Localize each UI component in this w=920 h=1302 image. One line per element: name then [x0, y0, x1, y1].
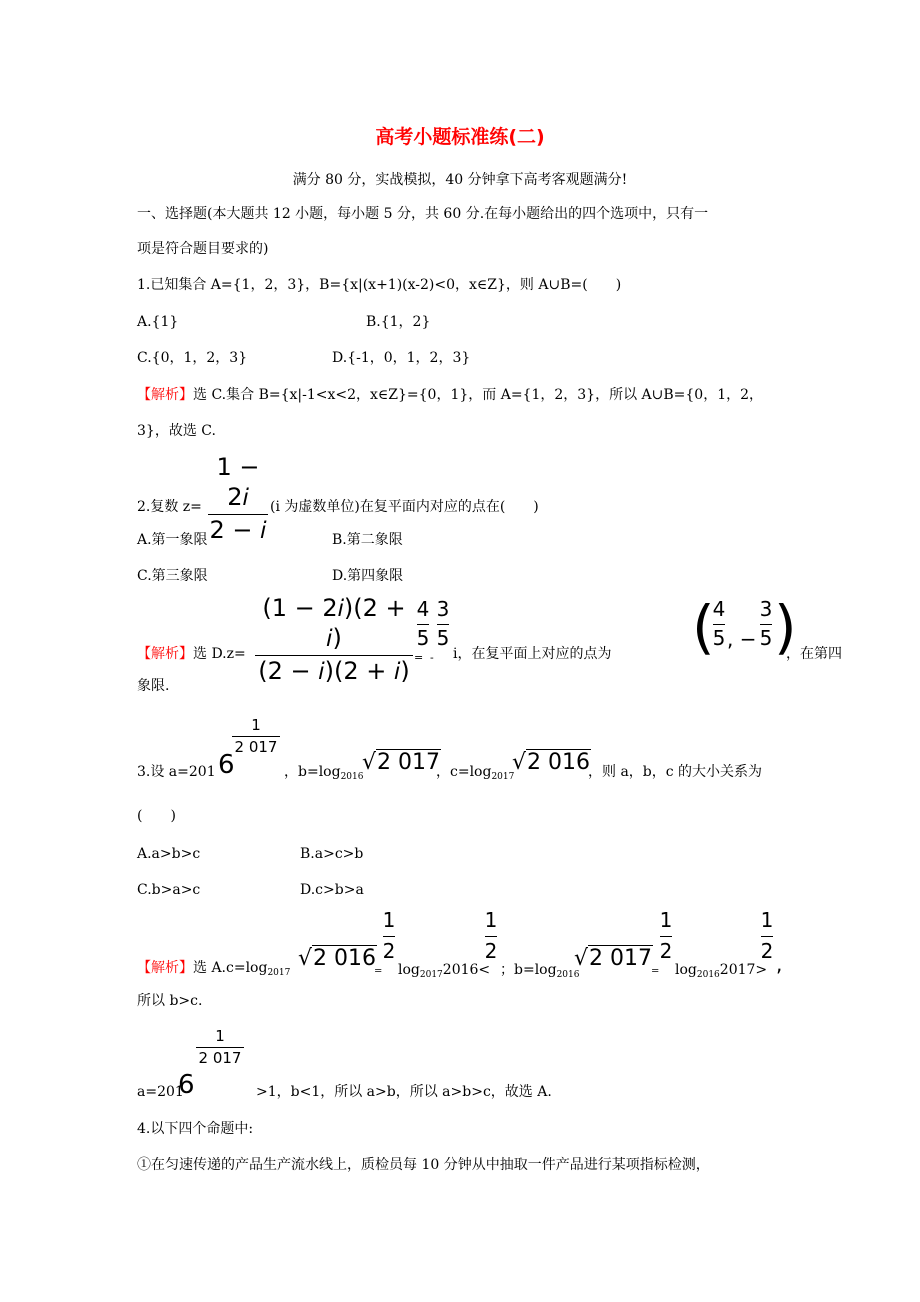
question-2-analysis-line2: 象限.: [137, 678, 170, 694]
equals-sign: =: [651, 966, 660, 977]
question-4-stem: 4.以下四个命题中:: [137, 1121, 254, 1137]
fraction-denominator: 2 − 𝑖: [209, 516, 267, 544]
sqrt-2016-analysis: √2 016: [298, 946, 377, 971]
question-4-item-1: ①在匀速传递的产品生产流水线上，质检员每 10 分钟从中抽取一件产品进行某项指标检测，: [137, 1157, 710, 1173]
question-1-stem: 1.已知集合 A={1，2，3}，B={x|(x+1)(x-2)<0，x∈Z}，则 A∪B=( ): [137, 277, 622, 293]
half-fraction-2: 1 2: [484, 908, 498, 963]
question-3-c-prefix: ，$c=\log_{2017}$: [436, 764, 515, 782]
fraction-numerator: 1 − 2𝑖: [216, 453, 260, 511]
radical-sign: √: [512, 750, 527, 775]
sqrt-2016: √2 016: [512, 750, 591, 775]
question-3-b-prefix: ，$b=\log_{2016}$: [284, 764, 364, 782]
question-3-option-b: B.a>c>b: [300, 846, 364, 862]
question-3-analysis-line2: 所以 b>c.: [137, 993, 203, 1009]
equals-sign: =: [374, 966, 383, 977]
analysis-label: 【解析】: [137, 387, 193, 403]
radical-sign: √: [362, 750, 377, 775]
question-3-stem-line2: ( ): [137, 808, 176, 824]
analysis-label: 【解析】: [137, 646, 193, 662]
question-3-analysis-line3-suffix: >1，b<1，所以 a>b，所以 a>b>c，故选 A.: [256, 1084, 552, 1100]
document-subtitle: 满分 80 分，实战模拟，40 分钟拿下高考客观题满分!: [292, 172, 628, 188]
sqrt-2017-analysis: √2 017: [574, 946, 653, 971]
question-1-option-d: D.{-1，0，1，2，3}: [332, 350, 471, 366]
fraction-4-5: 4 5: [416, 597, 430, 650]
left-parenthesis: (: [692, 593, 715, 661]
question-2-option-c: C.第三象限: [137, 568, 208, 584]
question-1-analysis-text: 选 C.集合 B={x|-1<x<2，x∈Z}={0，1}，而 A={1，2，3}，所以 A∪B={0，1，2，: [193, 387, 764, 403]
sqrt-2017: √2 017: [362, 750, 441, 775]
exponent-fraction: 1 2 017: [232, 716, 280, 757]
half-fraction-4: 1 2: [760, 908, 774, 963]
question-2-fraction: [208, 452, 268, 545]
comma: ,: [776, 952, 783, 976]
question-3-option-a: A.a>b>c: [137, 846, 201, 862]
question-2-option-a: A.第一象限: [137, 532, 208, 548]
exponent-fraction: 1 2 017: [196, 1027, 244, 1068]
question-3-stem-suffix: ，则 a，b，c 的大小关系为: [588, 764, 763, 780]
question-2-analysis-fraction: (1 − 2𝑖)(2 + 𝑖) (2 − 𝑖)(2 + 𝑖): [255, 593, 413, 686]
base-digit: 6: [218, 750, 235, 780]
fraction-3-5: 3 5: [436, 597, 450, 650]
section-intro-line2: 项是符合题目要求的): [137, 241, 269, 257]
question-2-analysis-suffix: ，在第四: [786, 646, 842, 662]
question-1-analysis: [137, 386, 763, 404]
document-title: 高考小题标准练(二): [375, 126, 545, 148]
question-2-stem-prefix: 2.复数 z=: [137, 499, 202, 515]
question-2-option-b: B.第二象限: [332, 532, 403, 548]
question-1-analysis-line2: 3}，故选 C.: [137, 423, 216, 439]
question-2-option-d: D.第四象限: [332, 568, 404, 584]
question-3-option-d: D.c>b>a: [300, 882, 364, 898]
analysis-label: 【解析】: [137, 960, 193, 976]
point-fraction-3-5: 3 5: [759, 597, 773, 650]
point-fraction-4-5: 4 5: [712, 597, 726, 650]
question-2-stem-suffix: (i 为虚数单位)在复平面内对应的点在( ): [270, 499, 539, 515]
question-3-analysis-b: ；$b=\log_{2016}$: [500, 962, 580, 980]
point-separator: , −: [727, 627, 757, 651]
half-fraction-1: 1 2: [382, 908, 396, 963]
section-intro-line1: 一、选择题(本大题共 12 小题，每小题 5 分，共 60 分.在每小题给出的四个选项中，只有一: [137, 206, 709, 222]
log-2016-2017: $\log_{2016}2017>$: [675, 962, 768, 980]
question-2-analysis-mid: i，在复平面上对应的点为: [453, 646, 612, 662]
half-fraction-3: 1 2: [659, 908, 673, 963]
right-parenthesis: ): [774, 593, 797, 661]
question-1-option-a: A.{1}: [137, 314, 179, 330]
equals-sign: =: [414, 651, 424, 664]
question-1-option-b: B.{1，2}: [366, 314, 431, 330]
question-3-stem-prefix: 3.设 a=201: [137, 764, 216, 780]
question-3-analysis-prefix: 【解析】选 $A.c=\log_{2017}$: [137, 960, 291, 978]
question-3-option-c: C.b>a>c: [137, 882, 201, 898]
minus-sign: -: [430, 651, 434, 664]
question-2-analysis-prefix: 【解析】选 D.z=: [137, 646, 246, 662]
base-digit: 6: [178, 1070, 195, 1100]
question-1-option-c: C.{0，1，2，3}: [137, 350, 248, 366]
question-3-analysis-line3-prefix: a=201: [137, 1084, 184, 1100]
log-2017-2016: $\log_{2017}2016<$: [398, 962, 491, 980]
